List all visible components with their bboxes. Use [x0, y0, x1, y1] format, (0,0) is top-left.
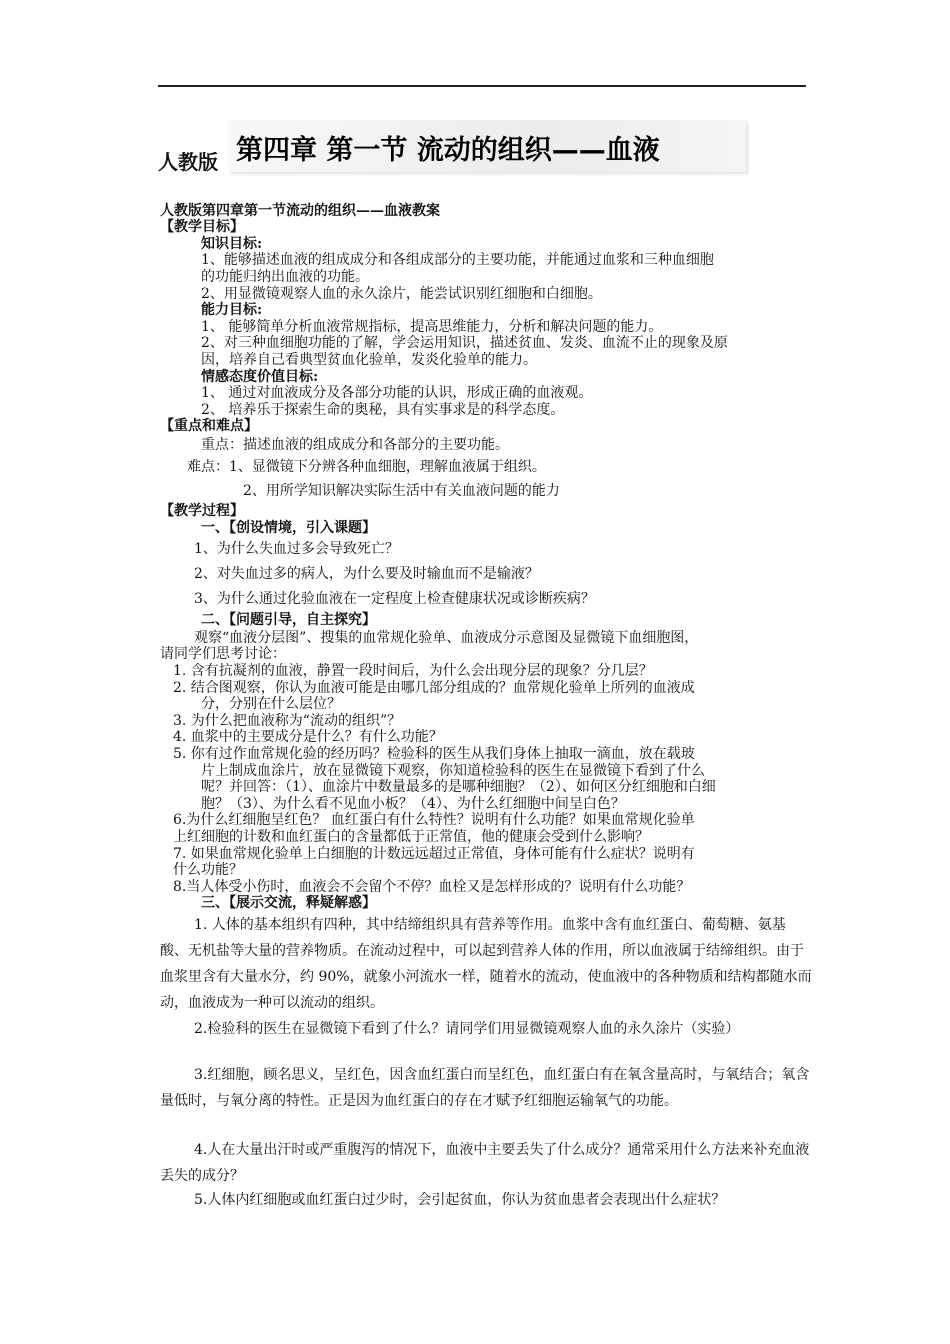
step2-title: 二、【问题引导，自主探究】	[201, 612, 376, 628]
answer-paragraph-5: 5.人体内红细胞或血红蛋白过少时，会引起贫血，你认为贫血患者会表现出什么症状？	[194, 1192, 726, 1208]
emotion-item-1: 1、 通过对血液成分及各部分功能的认识，形成正确的血液观。	[201, 385, 593, 401]
question-6b: 上红细胞的计数和血红蛋白的含量都低于正常值，他的健康会受到什么影响？	[173, 829, 649, 845]
process-heading: 【教学过程】	[160, 503, 244, 519]
title-banner	[228, 120, 746, 172]
answer-paragraph-2: 2.检验科的医生在显微镜下看到了什么？请同学们用显微镜观察人血的永久涂片（实验）	[194, 1021, 740, 1037]
ability-item-1: 1、 能够简单分析血液常规指标，提高思维能力，分析和解决问题的能力。	[201, 319, 663, 335]
step1-question-1: 1、为什么失血过多会导致死亡？	[194, 541, 399, 557]
emotion-label: 情感态度价值目标:	[201, 369, 319, 385]
answer-paragraph-1: 1. 人体的基本组织有四种，其中结缔组织具有营养等作用。血浆中含有血红蛋白、葡萄糖、氨基酸、无机盐等大量的营养物质。在流动过程中，可以起到营养人体的作用，所以血液属于结缔组织。由于血浆里含有大量水分，约 90%，就象小河流水一样，随着水的流动，使血液中的各种物质和结构都随水而动，血液成为一种可以流动的组织。	[160, 917, 812, 1011]
question-5b: 片上制成血涂片，放在显微镜下观察，你知道检验科的医生在显微镜下看到了什么	[201, 763, 705, 779]
question-1: 1. 含有抗凝剂的血液，静置一段时间后，为什么会出现分层的现象？分几层？	[173, 663, 653, 679]
objectives-heading: 【教学目标】	[160, 219, 244, 235]
step1-title: 一、【创设情境，引入课题】	[201, 520, 376, 536]
step2-intro-b: 请同学们思考讨论：	[160, 646, 286, 662]
question-5a: 5. 你有过作血常规化验的经历吗？检验科的医生从我们身体上抽取一滴血，放在载玻	[173, 746, 695, 762]
question-4: 4. 血浆中的主要成分是什么？有什么功能？	[173, 729, 443, 745]
publisher-label: 人教版	[158, 150, 218, 174]
keypoints-heading: 【重点和难点】	[160, 418, 258, 434]
question-7a: 7. 如果血常规化验单上白细胞的计数远远超过正常值，身体可能有什么症状？说明有	[173, 846, 695, 862]
emotion-item-2: 2、 培养乐于探索生命的奥秘，具有实事求是的科学态度。	[201, 402, 565, 418]
question-3: 3. 为什么把血液称为“流动的组织”？	[173, 713, 402, 729]
knowledge-label: 知识目标:	[201, 236, 263, 252]
knowledge-item-1a: 1、能够描述血液的组成成分和各组成部分的主要功能，并能通过血浆和三种血细胞	[201, 252, 714, 268]
step3-title: 三、【展示交流，释疑解惑】	[201, 895, 376, 911]
header-rule	[158, 85, 806, 87]
knowledge-item-2: 2、用显微镜观察人血的永久涂片，能尝试识别红细胞和白细胞。	[201, 286, 602, 302]
difficult-point-1: 难点：1、显微镜下分辨各种血细胞，理解血液属于组织。	[187, 459, 546, 475]
difficult-point-2: 2、用所学知识解决实际生活中有关血液问题的能力	[243, 483, 560, 499]
answer-paragraph-4: 4.人在大量出汗时或严重腹泻的情况下，血液中主要丢失了什么成分？通常采用什么方法来补充血液丢失的成分？	[160, 1142, 810, 1184]
question-2a: 2. 结合图观察，你认为血液可能是由哪几部分组成的？血常规化验单上所列的血液成	[173, 680, 695, 696]
question-5d: 胞？（3）、为什么看不见血小板？（4）、为什么红细胞中间呈白色？	[201, 796, 625, 812]
doc-title: 人教版第四章第一节流动的组织——血液教案	[160, 203, 440, 219]
question-2b: 分，分别在什么层位？	[201, 696, 341, 712]
ability-item-2b: 因，培养自己看典型贫血化验单，发炎化验单的能力。	[201, 352, 537, 368]
knowledge-item-1b: 的功能归纳出血液的功能。	[201, 269, 369, 285]
ability-label: 能力目标:	[201, 302, 263, 318]
step2-intro-a: 观察“血液分层图”、搜集的血常规化验单、血液成分示意图及显微镜下血细胞图，	[194, 630, 699, 646]
banner-title: 第四章 第一节 流动的组织——血液	[236, 135, 660, 166]
question-8: 8.当人体受小伤时，血液会不会留个不停？血栓又是怎样形成的？说明有什么功能？	[173, 879, 691, 895]
ability-item-2a: 2、对三种血细胞功能的了解，学会运用知识，描述贫血、发炎、血流不止的现象及原	[201, 335, 728, 351]
key-point: 重点：描述血液的组成成分和各部分的主要功能。	[201, 437, 509, 453]
answer-paragraph-3: 3.红细胞，顾名思义，呈红色，因含血红蛋白而呈红色，血红蛋白有在氧含量高时，与氧结合；氧含量低时，与氧分离的特性。正是因为血红蛋白的存在才赋予红细胞运输氧气的功能。	[160, 1067, 810, 1109]
question-6a: 6.为什么红细胞呈红色？ 血红蛋白有什么特性？说明有什么功能？如果血常规化验单	[173, 812, 695, 828]
question-7b: 什么功能？	[173, 862, 243, 878]
step1-question-3: 3、为什么通过化验血液在一定程度上检查健康状况或诊断疾病？	[194, 591, 595, 607]
question-5c: 呢？并回答：（1）、血涂片中数量最多的是哪种细胞？（2）、如何区分红细胞和白细	[201, 779, 716, 795]
step1-question-2: 2、对失血过多的病人，为什么要及时输血而不是输液？	[194, 566, 539, 582]
